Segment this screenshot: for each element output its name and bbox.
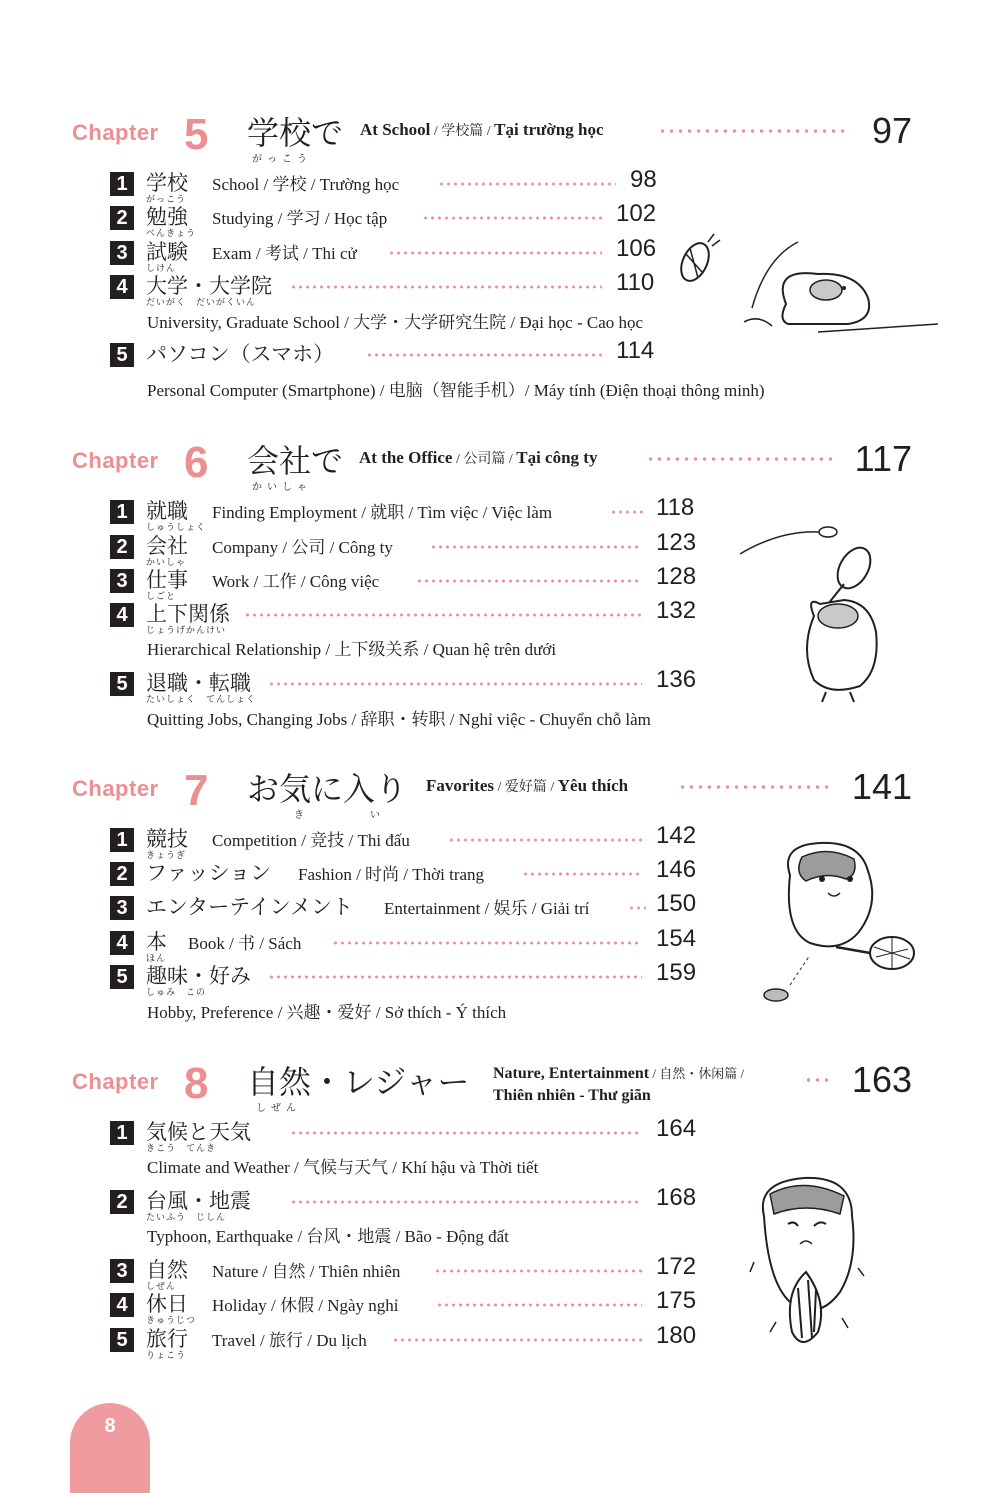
toc-item[interactable] xyxy=(110,1184,710,1223)
chapter-number: 7 xyxy=(184,766,209,815)
item-ruby: きゅうじつ xyxy=(146,1316,197,1326)
leader-dots xyxy=(628,906,646,910)
item-translation: Company / 公司 / Công ty xyxy=(212,538,393,557)
leader-dots xyxy=(244,613,642,617)
item-translation: Hierarchical Relationship / 上下级关系 / Quan hệ trên dưới xyxy=(147,640,557,659)
item-number: 4 xyxy=(110,275,134,299)
leader-dots xyxy=(268,975,642,979)
item-title-jp: 台風・地震 xyxy=(146,1189,251,1213)
item-translation: Entertainment / 娱乐 / Giải trí xyxy=(384,899,590,918)
item-number: 2 xyxy=(110,206,134,230)
item-page: 150 xyxy=(656,890,697,917)
chapter-label: Chapter xyxy=(72,776,159,801)
item-page: 118 xyxy=(656,494,695,521)
page-number: 8 xyxy=(104,1415,116,1437)
leader-dots xyxy=(610,510,644,514)
item-page: 136 xyxy=(656,666,697,693)
chapter-title-ruby: かいしゃ xyxy=(252,482,312,493)
item-number: 1 xyxy=(110,828,134,852)
item-ruby: きょうぎ xyxy=(146,851,187,861)
chapter-title-ruby: がっこう xyxy=(252,154,312,165)
item-translation: Holiday / 休假 / Ngày nghỉ xyxy=(212,1296,399,1315)
item-number: 5 xyxy=(110,965,134,989)
chapter-number: 6 xyxy=(184,438,209,487)
item-translation: Book / 书 / Sách xyxy=(188,934,302,953)
item-translation: Quitting Jobs, Changing Jobs / 辞职・转职 / Nghỉ việc - Chuyển chỗ làm xyxy=(147,710,651,729)
leader-dots xyxy=(290,1200,642,1204)
item-title-jp: 試験 xyxy=(146,240,188,264)
toc-item[interactable] xyxy=(110,1115,710,1154)
item-ruby: べんきょう xyxy=(146,229,197,239)
leader-dots xyxy=(268,682,642,686)
leader-dots xyxy=(332,941,642,945)
item-page: 110 xyxy=(616,269,655,296)
item-translation: Fashion / 时尚 / Thời trang xyxy=(298,865,485,884)
item-ruby: じょうげかんけい xyxy=(146,626,227,636)
item-translation: University, Graduate School / 大学・大学研究生院 / Đại học - Cao học xyxy=(147,313,644,332)
toc-item[interactable] xyxy=(110,1253,710,1292)
item-title-jp: 勉強 xyxy=(146,205,188,229)
leader-dots xyxy=(434,1269,642,1273)
chapter-title-translation: At School / 学校篇 / Tại trường học xyxy=(360,120,604,139)
item-number: 3 xyxy=(110,896,134,920)
item-translation: Hobby, Preference / 兴趣・爱好 / Sở thích - Ý thích xyxy=(147,1003,507,1022)
item-ruby: しごと xyxy=(146,592,177,602)
hamster-baseball-illustration xyxy=(668,228,940,338)
item-translation: Competition / 竞技 / Thi đấu xyxy=(212,831,410,850)
item-ruby: だいがく だいがくいん xyxy=(146,298,257,308)
item-ruby: かいしゃ xyxy=(146,558,187,568)
chapter-label: Chapter xyxy=(72,120,159,145)
hamster-racket-illustration xyxy=(750,835,920,1010)
chapter-8-heading[interactable] xyxy=(72,1059,912,1123)
item-translation: Exam / 考试 / Thi cử xyxy=(212,244,357,263)
chapter-title-translation: At the Office / 公司篇 / Tại công ty xyxy=(359,448,598,467)
item-title-jp: ファッション xyxy=(146,861,272,885)
leader-dots xyxy=(646,457,832,461)
chapter-5-heading[interactable] xyxy=(72,110,912,174)
item-ruby: りょこう xyxy=(146,1351,187,1361)
item-translation: Personal Computer (Smartphone) / 电脑（智能手机）/ Máy tính (Điện thoại thông minh) xyxy=(147,381,765,400)
item-title-jp: 仕事 xyxy=(146,568,188,592)
item-translation: School / 学校 / Trường học xyxy=(212,175,400,194)
item-number: 4 xyxy=(110,931,134,955)
item-title-jp: 就職 xyxy=(146,499,188,523)
toc-item[interactable] xyxy=(110,494,710,533)
item-number: 1 xyxy=(110,1121,134,1145)
item-page: 98 xyxy=(630,166,657,193)
chapter-number: 5 xyxy=(184,110,209,159)
item-page: 164 xyxy=(656,1115,697,1142)
item-title-jp: エンターテインメント xyxy=(146,895,354,919)
toc-item[interactable] xyxy=(110,666,710,705)
chapter-number: 8 xyxy=(184,1059,209,1108)
toc-item[interactable] xyxy=(110,235,662,274)
item-title-jp: 本 xyxy=(146,930,167,954)
item-page: 168 xyxy=(656,1184,697,1211)
chapter-title-translation: Favorites / 爱好篇 / Yêu thích xyxy=(426,776,629,795)
item-ruby: きこう てんき xyxy=(146,1144,217,1154)
chapter-label: Chapter xyxy=(72,1069,159,1094)
item-ruby: しけん xyxy=(146,264,177,274)
toc-item[interactable] xyxy=(110,337,662,372)
leader-dots xyxy=(392,1338,642,1342)
chapter-title-translation: Nature, Entertainment / 自然・休闲篇 / xyxy=(493,1065,745,1082)
item-title-jp: パソコン（スマホ） xyxy=(146,342,335,366)
item-ruby: たいふう じしん xyxy=(146,1213,227,1223)
item-number: 5 xyxy=(110,672,134,696)
item-title-jp: 大学・大学院 xyxy=(146,274,272,298)
item-number: 5 xyxy=(110,343,134,367)
toc-item[interactable] xyxy=(110,890,710,925)
item-page: 175 xyxy=(656,1287,697,1314)
chapter-title-jp: 会社で xyxy=(247,442,344,480)
item-title-jp: 会社 xyxy=(146,534,188,558)
leader-dots xyxy=(430,545,642,549)
item-ruby: ほん xyxy=(146,954,167,964)
chapter-6-heading[interactable] xyxy=(72,438,912,502)
leader-dots xyxy=(290,285,602,289)
item-title-jp: 旅行 xyxy=(146,1327,188,1351)
item-page: 106 xyxy=(616,235,657,262)
item-ruby: しゅうしょく xyxy=(146,523,207,533)
chapter-label: Chapter xyxy=(72,448,159,473)
item-ruby: がっこう xyxy=(146,195,187,205)
leader-dots xyxy=(438,182,616,186)
item-number: 1 xyxy=(110,172,134,196)
chapter-page: 117 xyxy=(854,438,912,479)
page-number-tab xyxy=(70,1403,150,1493)
item-translation: Studying / 学习 / Học tập xyxy=(212,209,388,228)
chapter-title-jp: 自然・レジャー xyxy=(247,1063,470,1101)
item-translation: Work / 工作 / Công việc xyxy=(212,572,380,591)
leader-dots xyxy=(416,579,642,583)
item-translation: Finding Employment / 就职 / Tìm việc / Việc làm xyxy=(212,503,553,522)
item-page: 132 xyxy=(656,597,697,624)
chapter-title-ruby: しぜん xyxy=(256,1103,301,1114)
item-number: 2 xyxy=(110,1190,134,1214)
chapter-title-ruby: き い xyxy=(294,810,408,821)
item-title-jp: 上下関係 xyxy=(146,602,230,626)
chapter-7-heading[interactable] xyxy=(72,766,912,830)
item-title-jp: 休日 xyxy=(146,1292,188,1316)
leader-dots xyxy=(388,251,602,255)
item-page: 146 xyxy=(656,856,697,883)
item-ruby: しゅみ この xyxy=(146,988,207,998)
item-number: 3 xyxy=(110,569,134,593)
toc-item[interactable] xyxy=(110,166,662,205)
item-translation: Travel / 旅行 / Du lịch xyxy=(212,1331,367,1350)
leader-dots xyxy=(436,1303,642,1307)
item-page: 159 xyxy=(656,959,697,986)
leader-dots xyxy=(366,353,602,357)
item-page: 102 xyxy=(616,200,657,227)
chapter-title-jp: 学校で xyxy=(247,114,344,152)
item-translation: Nature / 自然 / Thiên nhiên xyxy=(212,1262,401,1281)
hamster-badminton-illustration xyxy=(740,520,900,710)
leader-dots xyxy=(804,1078,832,1082)
item-page: 142 xyxy=(656,822,697,849)
item-page: 172 xyxy=(656,1253,697,1280)
chapter-page: 163 xyxy=(851,1059,912,1100)
item-number: 1 xyxy=(110,500,134,524)
chapter-page: 97 xyxy=(871,110,912,151)
chapter-title-jp: お気に入り xyxy=(247,770,408,808)
item-number: 4 xyxy=(110,603,134,627)
toc-item[interactable] xyxy=(110,529,710,568)
item-number: 2 xyxy=(110,535,134,559)
item-page: 123 xyxy=(656,529,697,556)
leader-dots xyxy=(290,1131,642,1135)
hamster-worried-illustration xyxy=(748,1172,868,1357)
item-translation: Climate and Weather / 气候与天气 / Khí hậu và Thời tiết xyxy=(147,1158,539,1177)
item-number: 4 xyxy=(110,1293,134,1317)
leader-dots xyxy=(522,872,642,876)
item-title-jp: 学校 xyxy=(146,171,188,195)
item-ruby: しぜん xyxy=(146,1282,177,1292)
toc-item[interactable] xyxy=(110,1322,710,1361)
toc-item[interactable] xyxy=(110,925,710,964)
item-title-jp: 退職・転職 xyxy=(146,671,251,695)
item-number: 5 xyxy=(110,1328,134,1352)
item-page: 128 xyxy=(656,563,697,590)
item-ruby: たいしょく てんしょく xyxy=(146,695,257,705)
item-number: 3 xyxy=(110,241,134,265)
item-title-jp: 自然 xyxy=(146,1258,188,1282)
leader-dots xyxy=(448,838,642,842)
item-title-jp: 趣味・好み xyxy=(146,964,251,988)
item-title-jp: 気候と天気 xyxy=(146,1120,251,1144)
item-page: 154 xyxy=(656,925,697,952)
item-number: 3 xyxy=(110,1259,134,1283)
item-page: 180 xyxy=(656,1322,697,1349)
item-number: 2 xyxy=(110,862,134,886)
leader-dots xyxy=(422,216,602,220)
item-translation: Typhoon, Earthquake / 台风・地震 / Bão - Động đất xyxy=(147,1227,509,1246)
item-title-jp: 競技 xyxy=(146,827,188,851)
leader-dots xyxy=(658,129,850,133)
leader-dots xyxy=(678,785,832,789)
chapter-page: 141 xyxy=(851,766,912,807)
chapter-title-translation-vi: Thiên nhiên - Thư giãn xyxy=(493,1087,651,1104)
toc-item[interactable] xyxy=(110,822,710,861)
item-page: 114 xyxy=(616,337,655,364)
